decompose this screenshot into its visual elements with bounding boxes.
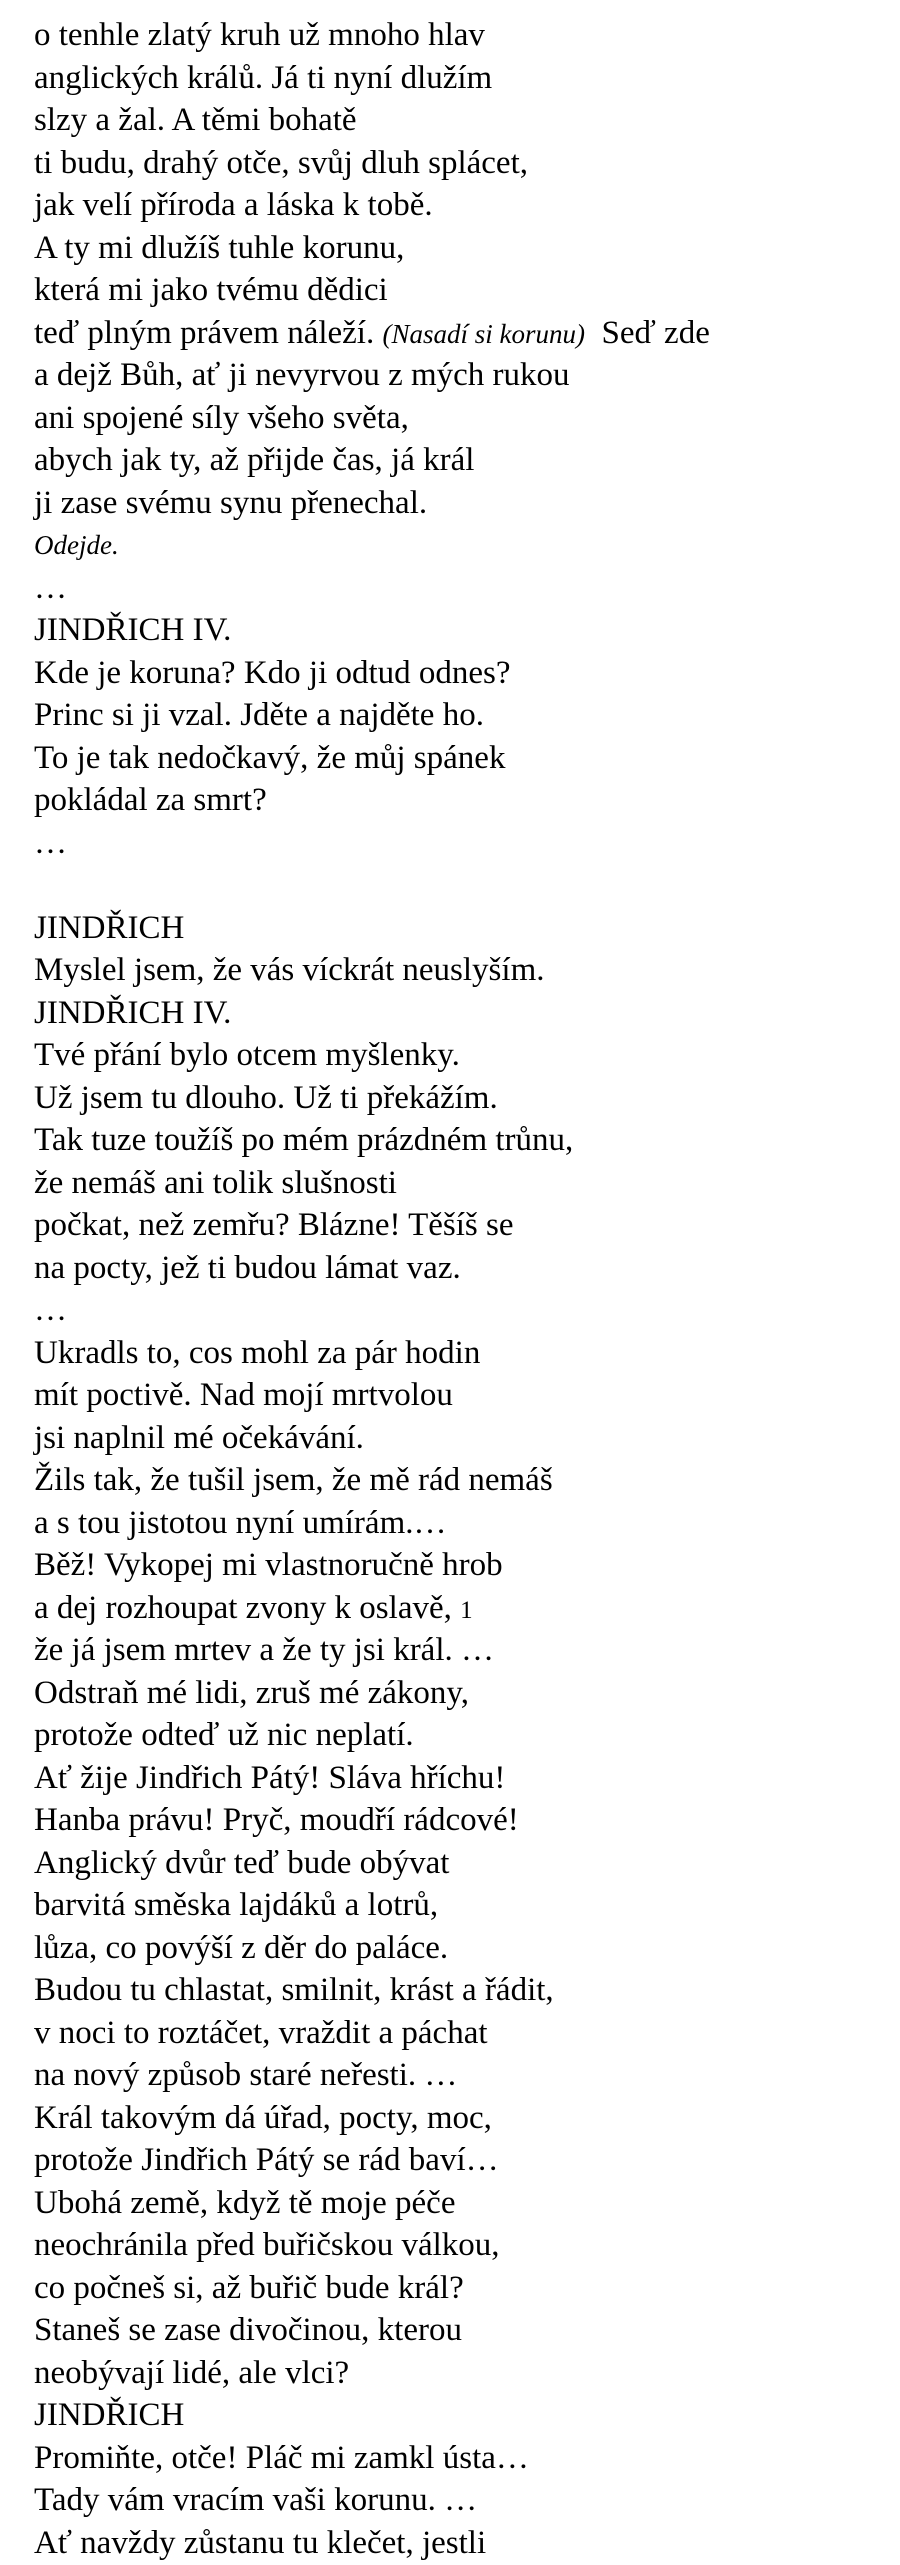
text-line: ti budu, drahý otče, svůj dluh splácet, — [34, 144, 528, 181]
text-line: Princ si ji vzal. Jděte a najděte ho. — [34, 697, 484, 733]
text-line: protože Jindřich Pátý se rád baví… — [34, 2142, 499, 2178]
speaker-name: JINDŘICH — [34, 909, 185, 946]
text-line: anglických králů. Já ti nyní dlužím — [34, 59, 493, 96]
text-line: jak velí příroda a láska k tobě. — [34, 187, 433, 223]
text-line: Tady vám vracím vaši korunu. … — [34, 2482, 478, 2518]
text-segment: a dej rozhoupat zvony k oslavě, — [34, 1589, 461, 1626]
text-line: Promiňte, otče! Pláč mi zamkl ústa… — [34, 2439, 529, 2476]
text-line: barvitá směska lajdáků a lotrů, — [34, 1887, 439, 1923]
text-line: co počneš si, až buřič bude král? — [34, 2269, 464, 2306]
text-line: o tenhle zlatý kruh už mnoho hlav — [34, 17, 485, 53]
text-line: na pocty, jež ti budou lámat vaz. — [34, 1249, 461, 1286]
text-line: Hanba právu! Pryč, moudří rádcové! — [34, 1802, 519, 1838]
text-line: slzy a žal. A těmi bohatě — [34, 102, 357, 138]
text-line: neochránila před buřičskou válkou, — [34, 2227, 500, 2263]
text-line: Tak tuze toužíš po mém prázdném trůnu, — [34, 1122, 574, 1158]
speaker-name: JINDŘICH IV. — [34, 612, 232, 648]
text-segment: Seď zde — [584, 314, 710, 351]
text-line: a s tou jistotou nyní umírám.… — [34, 1504, 447, 1541]
text-line: Budou tu chlastat, smilnit, krást a řádit, — [34, 1972, 554, 2008]
text-line: Odstraň mé lidi, zruš mé zákony, — [34, 1674, 469, 1711]
stage-direction: (Nasadí si korunu) — [382, 318, 585, 349]
text-line: ji zase svému synu přenechal. — [34, 484, 428, 521]
text-line: Žils tak, že tušil jsem, že mě rád nemáš — [34, 1462, 553, 1498]
ellipsis: … — [34, 1292, 67, 1328]
text-line: Staneš se zase divočinou, kterou — [34, 2312, 462, 2348]
text-line: mít poctivě. Nad mojí mrtvolou — [34, 1377, 453, 1413]
speaker-name: JINDŘICH — [34, 2397, 185, 2433]
ellipsis: … — [34, 569, 67, 606]
text-line: Ať žije Jindřich Pátý! Sláva hříchu! — [34, 1759, 506, 1796]
text-line: Myslel jsem, že vás víckrát neuslyším. — [34, 952, 545, 988]
ellipsis: … — [34, 824, 67, 861]
footnote-marker: 1 — [460, 1596, 473, 1624]
text-line: Běž! Vykopej mi vlastnoručně hrob — [34, 1547, 503, 1583]
text-line: Tvé přání bylo otcem myšlenky. — [34, 1037, 460, 1073]
text-line: že nemáš ani tolik slušnosti — [34, 1164, 397, 1201]
text-line: Už jsem tu dlouho. Už ti překážím. — [34, 1079, 498, 1116]
text-line-with-stage-direction — [34, 312, 884, 355]
text-line: Kde je koruna? Kdo ji odtud odnes? — [34, 654, 511, 691]
text-line: jsi naplnil mé očekávání. — [34, 1419, 364, 1456]
text-line: Ukradls to, cos mohl za pár hodin — [34, 1334, 481, 1371]
text-line: A ty mi dlužíš tuhle korunu, — [34, 229, 405, 266]
blank-line — [34, 864, 884, 907]
text-line: pokládal za smrt? — [34, 782, 267, 818]
text-line: lůza, co povýší z děr do paláce. — [34, 1929, 449, 1966]
text-line: To je tak nedočkavý, že můj spánek — [34, 739, 506, 776]
text-line: která mi jako tvému dědici — [34, 272, 388, 308]
text-line: počkat, než zemřu? Blázne! Těšíš se — [34, 1207, 514, 1243]
text-line: Anglický dvůr teď bude obývat — [34, 1844, 450, 1881]
text-line-with-note — [34, 1587, 884, 1630]
text-line: Král takovým dá úřad, pocty, moc, — [34, 2099, 492, 2136]
text-line: Ať navždy zůstanu tu klečet, jestli — [34, 2524, 487, 2561]
text-line: ani spojené síly všeho světa, — [34, 399, 409, 436]
text-line: a dejž Bůh, ať ji nevyrvou z mých rukou — [34, 357, 570, 393]
text-segment: teď plným právem náleží. — [34, 314, 383, 351]
text-line: Ubohá země, když tě moje péče — [34, 2184, 456, 2221]
stage-direction: Odejde. — [34, 530, 119, 560]
speaker-name: JINDŘICH IV. — [34, 994, 232, 1031]
text-line: na nový způsob staré neřesti. … — [34, 2057, 458, 2093]
text-line: v noci to roztáčet, vraždit a páchat — [34, 2014, 488, 2051]
document-text — [34, 14, 884, 2564]
text-line: abych jak ty, až přijde čas, já král — [34, 442, 475, 478]
text-line: že já jsem mrtev a že ty jsi král. … — [34, 1632, 495, 1668]
text-line: protože odteď už nic neplatí. — [34, 1717, 414, 1753]
text-line: neobývají lidé, ale vlci? — [34, 2354, 350, 2391]
